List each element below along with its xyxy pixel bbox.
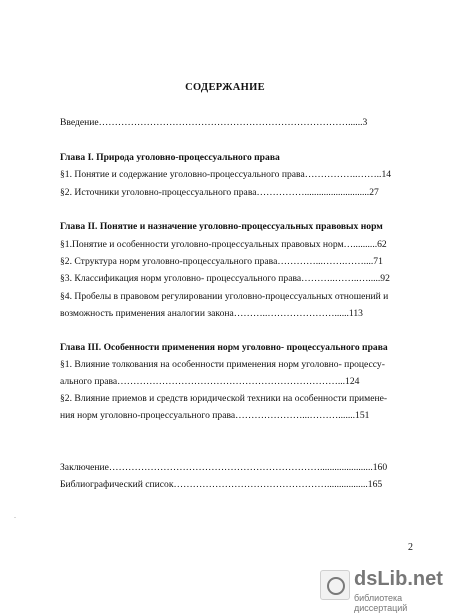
watermark-title: dsLib.net — [354, 568, 443, 590]
logo-icon — [320, 570, 350, 600]
watermark-logo — [320, 566, 450, 615]
toc-entry-ch1-sec2: §2. Источники уголовно-процессуального права……………...........................27 — [60, 187, 379, 198]
toc-entry-ch2-sec3: §3. Классификация норм уголовно- процессуального права………..……..….....92 — [60, 273, 390, 284]
toc-entry-ch3-sec2-cont: ния норм уголовно-процессуального права…………………...……….......151 — [60, 410, 370, 421]
chapter-1-heading: Глава I. Природа уголовно-процессуального права — [60, 152, 280, 163]
toc-entry-ch1-sec1: §1. Понятие и содержание уголовно-процессуального права……………..……..14 — [60, 169, 392, 180]
toc-entry-bibliography: Библиографический список………………………………………….................165 — [60, 479, 383, 490]
toc-entry-ch2-sec1: §1.Понятие и особенности уголовно-процессуальных правовых норм…..........62 — [60, 239, 387, 250]
toc-entry-ch2-sec4-cont: возможность применения аналогии закона………..…………………......113 — [60, 308, 363, 319]
toc-entry-ch3-sec1: §1. Влияние толкования на особенности применения норм уголовно- процессу- — [60, 359, 385, 370]
page-title: СОДЕРЖАНИЕ — [185, 82, 265, 93]
toc-entry-introduction: Введение……………………………………………………………………......3 — [60, 117, 368, 128]
page-number: 2 — [408, 542, 413, 553]
watermark-subtitle: библиотека диссертаций — [354, 593, 408, 613]
toc-entry-ch3-sec1-cont: ального права……………………………………………………………...124 — [60, 376, 360, 387]
chapter-2-heading: Глава II. Понятие и назначение уголовно-процессуальных правовых норм — [60, 221, 383, 232]
toc-entry-ch3-sec2: §2. Влияние приемов и средств юридической техники на особенности примене- — [60, 393, 388, 404]
toc-entry-ch2-sec4: §4. Пробелы в правовом регулировании уголовно-процессуальных отношений и — [60, 291, 389, 302]
toc-entry-ch2-sec2: §2. Структура норм уголовно-процессуального права…………...…….……....71 — [60, 256, 383, 267]
scan-artifact: . — [14, 511, 16, 520]
chapter-3-heading: Глава III. Особенности применения норм уголовно- процессуального права — [60, 342, 388, 353]
toc-entry-conclusion: Заключение…………………………………………………………......................160 — [60, 462, 388, 473]
